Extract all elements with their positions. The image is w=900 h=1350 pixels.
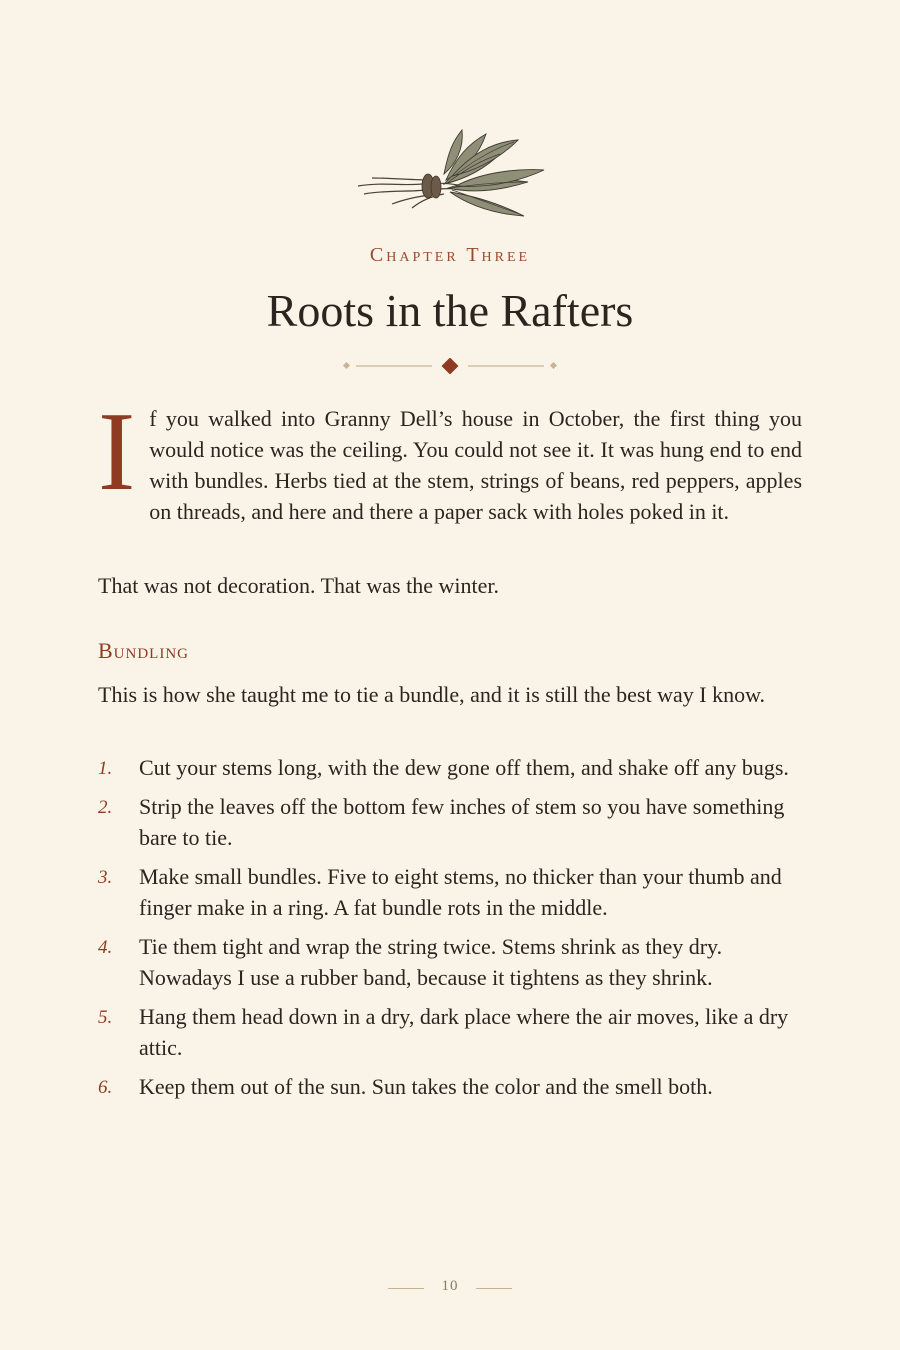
footer-rule-right xyxy=(476,1288,512,1289)
page-footer xyxy=(0,1278,900,1300)
step-number: 2. xyxy=(98,797,113,818)
step-text: Cut your stems long, with the dew gone off them, and shake off any bugs. xyxy=(139,755,789,780)
list-item xyxy=(98,1001,802,1063)
step-number: 3. xyxy=(98,867,113,888)
step-text: Hang them head down in a dry, dark place where the air moves, like a dry attic. xyxy=(139,1004,789,1060)
section-heading: Bundling xyxy=(98,638,189,663)
second-paragraph: That was not decoration. That was the winter. xyxy=(98,573,499,598)
list-item xyxy=(98,791,802,853)
drop-cap: I xyxy=(98,390,136,514)
herb-bundle-icon xyxy=(352,124,548,220)
step-text: Make small bundles. Five to eight stems, no thicker than your thumb and finger make in a ring. A fat bundle rots in the middle. xyxy=(139,864,782,920)
chapter-label: Chapter Three xyxy=(369,244,531,266)
step-text: Strip the leaves off the bottom few inches of stem so you have something bare to tie. xyxy=(139,794,785,850)
footer-rule-left xyxy=(388,1288,424,1289)
opening-text: f you walked into Granny Dell’s house in October, the first thing you would notice was the ceiling. You could not see it. It was hung end to end with bundles. Herbs tied at the stem, strings of beans, red peppers, apples on threads, and here and there a paper sack with holes poked in it. xyxy=(149,406,802,524)
step-text: Keep them out of the sun. Sun takes the color and the smell both. xyxy=(139,1074,713,1099)
page-number: 10 xyxy=(441,1278,459,1294)
step-number: 6. xyxy=(98,1077,113,1098)
step-text: Tie them tight and wrap the string twice. Stems shrink as they dry. Nowadays I use a rubber band, because it tightens as they shrink. xyxy=(139,934,723,990)
list-item xyxy=(98,861,802,923)
step-number: 4. xyxy=(98,937,113,958)
diamond-divider-icon xyxy=(340,358,560,374)
step-number: 1. xyxy=(98,758,113,779)
opening-paragraph xyxy=(98,390,802,527)
steps-list xyxy=(98,752,802,1110)
list-item xyxy=(98,1071,802,1102)
section-intro: This is how she taught me to tie a bundle, and it is still the best way I know. xyxy=(98,682,766,707)
chapter-title: Roots in the Rafters xyxy=(266,285,634,336)
list-item xyxy=(98,752,802,783)
list-item xyxy=(98,931,802,993)
step-number: 5. xyxy=(98,1007,113,1028)
